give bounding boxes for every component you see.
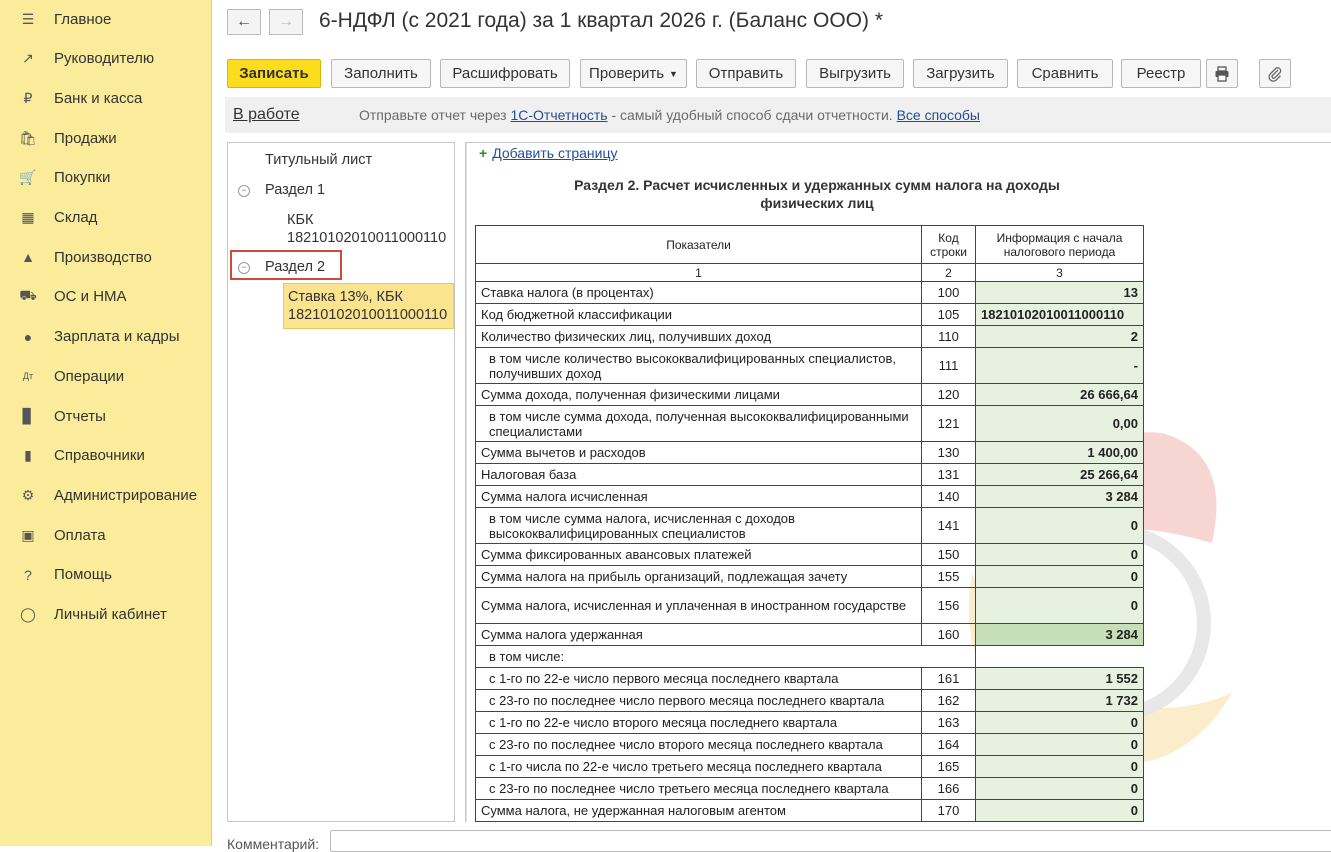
section-title (507, 176, 1127, 212)
row-value-cell[interactable]: 26 666,64 (976, 384, 1144, 406)
row-value-cell[interactable]: 2 (976, 326, 1144, 348)
sidebar-item[interactable] (0, 2, 212, 36)
row-indicator-name: с 1-го числа по 22-е число третьего месяца последнего квартала (476, 756, 922, 778)
row-value-cell[interactable]: 0 (976, 566, 1144, 588)
tree-item-kbk-1-line1: КБК (287, 212, 314, 228)
tree-item-kbk-2-line2: 18210102010011000110 (288, 307, 448, 323)
row-line-code: 155 (922, 566, 976, 588)
status-message (359, 107, 980, 123)
table-row (476, 282, 1144, 304)
row-indicator-name: в том числе: (476, 646, 922, 668)
add-page-link[interactable] (479, 145, 618, 161)
row-indicator-name: с 23-го по последнее число второго месяца последнего квартала (476, 734, 922, 756)
sidebar-item[interactable] (0, 240, 212, 274)
row-value-cell[interactable]: 0 (976, 756, 1144, 778)
wallet-icon: ▣ (21, 526, 35, 543)
bag-icon: 🛍 (19, 129, 37, 146)
save-button[interactable]: Записать (227, 59, 321, 88)
row-value-cell[interactable]: 0 (976, 712, 1144, 734)
tree-item-title-page[interactable]: Титульный лист (265, 152, 373, 168)
row-line-code: 130 (922, 442, 976, 464)
collapse-icon[interactable]: − (238, 185, 250, 197)
table-row (476, 778, 1144, 800)
row-indicator-name: Сумма дохода, полученная физическими лицами (476, 384, 922, 406)
sidebar-item[interactable] (0, 439, 212, 473)
table-row (476, 668, 1144, 690)
row-value-cell[interactable]: 0 (976, 778, 1144, 800)
sidebar-item[interactable] (0, 42, 212, 76)
report-area (465, 142, 1331, 822)
sidebar-item[interactable] (0, 518, 212, 552)
row-value-cell[interactable]: 25 266,64 (976, 464, 1144, 486)
table-header-row (476, 226, 1144, 264)
table-row (476, 588, 1144, 624)
send-button[interactable]: Отправить (696, 59, 796, 88)
table-row (476, 756, 1144, 778)
header-line-code-l1: Код (938, 230, 959, 245)
table-row (476, 508, 1144, 544)
row-line-code: 163 (922, 712, 976, 734)
table-body (476, 282, 1144, 822)
table-row (476, 734, 1144, 756)
sidebar-item[interactable] (0, 280, 212, 314)
status-text-1: Отправьте отчет через (359, 107, 511, 123)
reporting-link[interactable]: 1С-Отчетность (510, 107, 608, 123)
row-value-cell[interactable]: 0 (976, 800, 1144, 822)
section-title-line1: Раздел 2. Расчет исчисленных и удержанных сумм налога на доходы (574, 177, 1060, 193)
column-number-row (476, 264, 1144, 282)
row-indicator-name: с 1-го по 22-е число первого месяца последнего квартала (476, 668, 922, 690)
column-number: 3 (976, 264, 1144, 282)
table-row (476, 800, 1144, 822)
coin-icon: ₽ (23, 89, 33, 106)
row-line-code: 170 (922, 800, 976, 822)
sidebar-item-label: Продажи (54, 129, 117, 147)
header-period-info-l2: налогового периода (1003, 244, 1116, 259)
row-indicator-name: в том числе сумма налога, исчисленная с доходов высококвалифицированных специалистов (476, 508, 922, 544)
table-row (476, 690, 1144, 712)
row-indicator-name: Сумма налога удержанная (476, 624, 922, 646)
row-indicator-name: Сумма налога, не удержанная налоговым агентом (476, 800, 922, 822)
back-button[interactable] (227, 9, 261, 35)
arrow-left-icon: ← (236, 13, 252, 30)
user-circle-icon: ◯ (20, 606, 36, 622)
table-row (476, 712, 1144, 734)
table-row (476, 646, 1144, 668)
tree-item-kbk-1[interactable] (287, 211, 446, 247)
sidebar-item-label: Покупки (54, 169, 111, 187)
sidebar-item-label: Оплата (54, 526, 106, 544)
row-indicator-name: Код бюджетной классификации (476, 304, 922, 326)
table-row (476, 464, 1144, 486)
row-line-code: 121 (922, 406, 976, 442)
row-value-cell[interactable]: 18210102010011000110 (976, 304, 1144, 326)
row-line-code: 165 (922, 756, 976, 778)
decode-button[interactable]: Расшифровать (440, 59, 570, 88)
row-indicator-name: Сумма фиксированных авансовых платежей (476, 544, 922, 566)
forward-button[interactable] (269, 9, 303, 35)
sidebar-item[interactable] (0, 121, 212, 155)
sidebar (0, 0, 212, 846)
sidebar-item-label: Администрирование (54, 486, 198, 504)
row-indicator-name: Налоговая база (476, 464, 922, 486)
sidebar-item-label: ОС и НМА (54, 288, 127, 306)
row-line-code: 140 (922, 486, 976, 508)
sidebar-item[interactable] (0, 320, 212, 354)
row-value-cell[interactable]: 0 (976, 508, 1144, 544)
header-period-info (976, 226, 1144, 264)
row-line-code: 141 (922, 508, 976, 544)
sidebar-item-label: Помощь (54, 566, 112, 584)
table-row (476, 384, 1144, 406)
row-value-cell[interactable]: 1 400,00 (976, 442, 1144, 464)
row-line-code (922, 646, 976, 668)
export-button[interactable]: Выгрузить (806, 59, 904, 88)
sidebar-item-label: Банк и касса (54, 89, 143, 107)
row-indicator-name: Сумма налога исчисленная (476, 486, 922, 508)
tree-item-section-2[interactable]: Раздел 2 (265, 259, 326, 275)
import-button[interactable]: Загрузить (913, 59, 1008, 88)
sidebar-item-label: Справочники (54, 447, 145, 465)
question-icon: ? (24, 566, 32, 583)
tree-item-kbk-2-selected[interactable] (283, 283, 454, 329)
sidebar-item[interactable] (0, 478, 212, 512)
chevron-down-icon: ▼ (669, 68, 678, 79)
row-indicator-name: с 23-го по последнее число третьего месяца последнего квартала (476, 778, 922, 800)
sidebar-item[interactable] (0, 399, 212, 433)
bar-chart-icon: ▊ (22, 407, 34, 424)
sidebar-item-label: Зарплата и кадры (54, 328, 180, 346)
table-row (476, 406, 1144, 442)
row-value-cell[interactable]: 0,00 (976, 406, 1144, 442)
row-line-code: 164 (922, 734, 976, 756)
dt-kt-icon: Дт (22, 371, 34, 382)
row-indicator-name: в том числе сумма дохода, полученная высококвалифицированными специалистами (476, 406, 922, 442)
attach-button[interactable] (1259, 59, 1291, 88)
comment-input[interactable] (330, 830, 1331, 852)
sidebar-item-label: Главное (54, 10, 112, 28)
row-indicator-name: Сумма налога на прибыль организаций, подлежащая зачету (476, 566, 922, 588)
row-value-cell[interactable]: 0 (976, 544, 1144, 566)
row-line-code: 162 (922, 690, 976, 712)
report-table (475, 225, 1144, 822)
report-sheet (466, 143, 1331, 822)
row-line-code: 156 (922, 588, 976, 624)
tree-item-kbk-1-line2: 18210102010011000110 (287, 230, 447, 246)
row-value-cell[interactable]: - (976, 348, 1144, 384)
sections-tree (227, 142, 455, 822)
row-value-cell (976, 646, 1144, 668)
row-line-code: 150 (922, 544, 976, 566)
row-indicator-name: Сумма налога, исчисленная и уплаченная в иностранном государстве (476, 588, 922, 624)
row-value-cell[interactable]: 3 284 (976, 624, 1144, 646)
row-indicator-name: в том числе количество высококвалифицированных специалистов, получивших доход (476, 348, 922, 384)
cart-icon: 🛒 (19, 169, 37, 186)
print-button[interactable] (1206, 59, 1238, 88)
column-number: 1 (476, 264, 922, 282)
table-row (476, 442, 1144, 464)
factory-icon: ▲ (21, 249, 35, 266)
sidebar-item-label: Отчеты (54, 407, 106, 425)
tree-item-kbk-2-line1: Ставка 13%, КБК (288, 289, 403, 305)
truck-icon: ⛟ (19, 287, 37, 304)
header-line-code-l2: строки (930, 244, 967, 259)
collapse-icon[interactable]: − (238, 262, 250, 274)
row-line-code: 110 (922, 326, 976, 348)
header-line-code (922, 226, 976, 264)
arrow-right-icon: → (278, 13, 294, 30)
row-indicator-name: Количество физических лиц, получивших доход (476, 326, 922, 348)
header-period-info-l1: Информация с начала (996, 230, 1123, 245)
registry-button[interactable]: Реестр (1121, 59, 1201, 88)
comment-label: Комментарий: (227, 836, 320, 852)
row-value-cell[interactable]: 0 (976, 734, 1144, 756)
row-indicator-name: Сумма вычетов и расходов (476, 442, 922, 464)
plus-icon: + (479, 145, 488, 161)
status-link[interactable]: В работе (233, 106, 300, 123)
sidebar-item[interactable] (0, 81, 212, 115)
row-value-cell[interactable]: 13 (976, 282, 1144, 304)
row-line-code: 131 (922, 464, 976, 486)
sidebar-item-label: Производство (54, 248, 152, 266)
row-line-code: 100 (922, 282, 976, 304)
trend-icon: ↗ (22, 50, 34, 67)
add-page-label: Добавить страницу (492, 145, 618, 161)
row-value-cell[interactable]: 0 (976, 588, 1144, 624)
sidebar-item-label: Склад (54, 209, 98, 226)
table-row (476, 348, 1144, 384)
row-indicator-name: с 1-го по 22-е число второго месяца последнего квартала (476, 712, 922, 734)
row-line-code: 105 (922, 304, 976, 326)
header-indicators: Показатели (476, 226, 922, 264)
row-line-code: 166 (922, 778, 976, 800)
section-title-line2: физических лиц (760, 195, 874, 211)
row-line-code: 111 (922, 348, 976, 384)
compare-button[interactable]: Сравнить (1017, 59, 1113, 88)
table-row (476, 326, 1144, 348)
row-value-cell[interactable]: 1 552 (976, 668, 1144, 690)
table-row (476, 566, 1144, 588)
table-row (476, 304, 1144, 326)
main-area (213, 0, 1331, 852)
row-line-code: 120 (922, 384, 976, 406)
book-icon: ▮ (24, 447, 32, 464)
table-row (476, 544, 1144, 566)
sidebar-item-label: Руководителю (54, 50, 155, 68)
sidebar-item-label: Операции (54, 367, 125, 385)
person-icon: ● (23, 328, 33, 345)
status-bar (225, 97, 1331, 133)
row-indicator-name: с 23-го по последнее число первого месяца последнего квартала (476, 690, 922, 712)
table-row (476, 624, 1144, 646)
check-button-label: Проверить (589, 65, 665, 82)
row-indicator-name: Ставка налога (в процентах) (476, 282, 922, 304)
sidebar-item[interactable] (0, 558, 212, 592)
table-row (476, 486, 1144, 508)
gear-icon: ⚙ (21, 486, 35, 503)
row-line-code: 160 (922, 624, 976, 646)
page-title: 6-НДФЛ (с 2021 года) за 1 квартал 2026 г. (Баланс ООО) * (319, 9, 883, 32)
warehouse-icon: ▦ (21, 209, 35, 225)
menu-icon: ☰ (21, 10, 35, 27)
status-text-2: - самый удобный способ сдачи отчетности. (607, 107, 897, 123)
fill-button[interactable]: Заполнить (331, 59, 431, 88)
sidebar-item[interactable] (0, 161, 212, 195)
printer-icon (1214, 66, 1230, 82)
column-number: 2 (922, 264, 976, 282)
row-value-cell[interactable]: 3 284 (976, 486, 1144, 508)
paperclip-icon (1267, 66, 1283, 82)
all-methods-link[interactable]: Все способы (896, 107, 980, 123)
row-line-code: 161 (922, 668, 976, 690)
sidebar-item[interactable] (0, 359, 212, 393)
sidebar-item[interactable] (0, 598, 212, 632)
sidebar-item-label: Личный кабинет (54, 606, 167, 623)
tree-item-section-1[interactable]: Раздел 1 (265, 182, 326, 198)
row-value-cell[interactable]: 1 732 (976, 690, 1144, 712)
check-button[interactable] (580, 59, 687, 88)
sidebar-item[interactable] (0, 201, 212, 235)
